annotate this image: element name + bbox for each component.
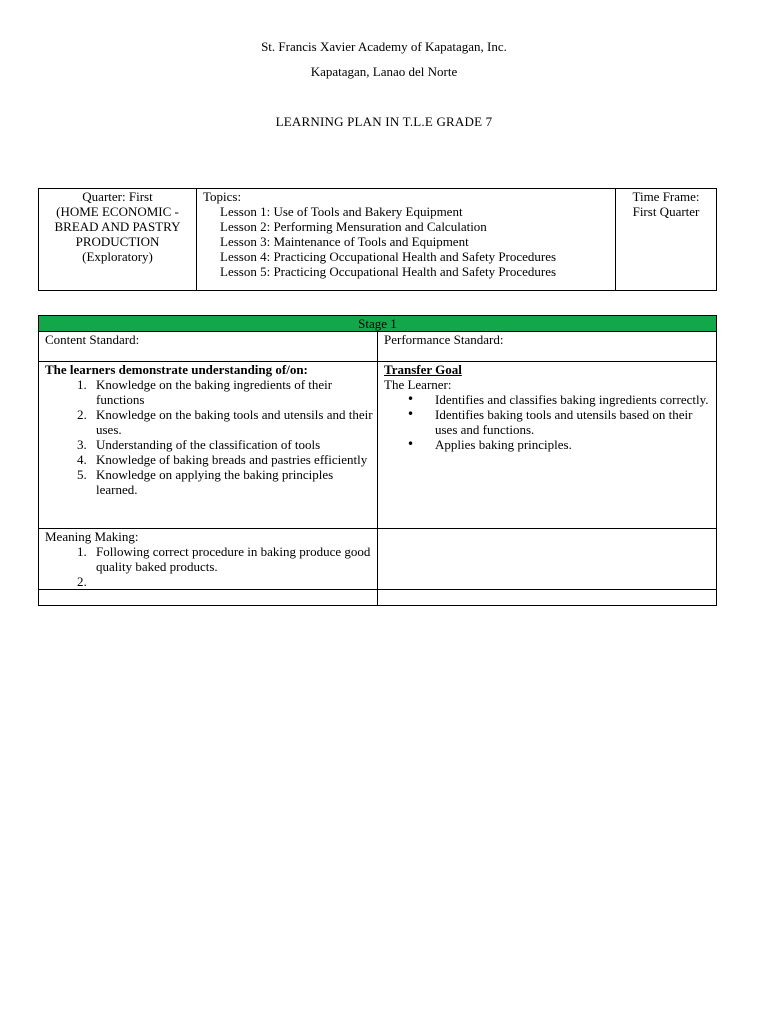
transfer-item: • Applies baking principles. — [429, 437, 712, 452]
content-intro: The learners demonstrate understanding of/on: — [45, 362, 308, 377]
content-list — [45, 377, 373, 497]
transfer-list — [384, 392, 712, 452]
quarter-line: BREAD AND PASTRY — [54, 219, 181, 234]
topics-cell — [197, 189, 616, 291]
meaning-making-row — [39, 529, 717, 590]
plan-title: LEARNING PLAN IN T.L.E GRADE 7 — [275, 114, 493, 129]
quarter-line: (Exploratory) — [82, 249, 153, 264]
stage-header: Stage 1 — [39, 316, 717, 332]
quarter-line: PRODUCTION — [75, 234, 160, 249]
time-frame-value: First Quarter — [632, 204, 700, 219]
overview-row — [39, 189, 717, 291]
quarter-line: Quarter: First — [82, 189, 153, 204]
stage-table — [38, 315, 717, 606]
meaning-item: 1. Following correct procedure in baking produce good quality baked products. — [90, 544, 373, 574]
learner-label: The Learner: — [384, 377, 452, 392]
school-location: Kapatagan, Lanao del Norte — [310, 64, 458, 79]
lesson-item: Lesson 1: Use of Tools and Bakery Equipment — [220, 204, 463, 219]
performance-standard-label: Performance Standard: — [378, 332, 717, 362]
meaning-making-cell — [39, 529, 378, 590]
content-item: 1. Knowledge on the baking ingredients of their functions — [90, 377, 373, 407]
meaning-item-empty — [90, 574, 373, 589]
school-name: St. Francis Xavier Academy of Kapatagan, Inc. — [261, 39, 507, 54]
overview-table — [38, 188, 717, 291]
meaning-list — [45, 544, 373, 589]
meaning-making-right-cell — [378, 529, 717, 590]
quarter-cell — [39, 189, 197, 291]
content-standard-label: Content Standard: — [39, 332, 378, 362]
standards-body-row — [39, 362, 717, 529]
transfer-item: • Identifies and classifies baking ingredients correctly. — [429, 392, 712, 407]
stage-header-row — [39, 316, 717, 332]
empty-cell-left — [39, 590, 378, 606]
content-item: 4. Knowledge of baking breads and pastries efficiently — [90, 452, 373, 467]
time-frame-label: Time Frame: — [632, 189, 700, 204]
topics-label: Topics: — [203, 189, 242, 204]
lesson-item: Lesson 3: Maintenance of Tools and Equipment — [220, 234, 469, 249]
quarter-line: (HOME ECONOMIC - — [56, 204, 179, 219]
meaning-making-label: Meaning Making: — [45, 529, 139, 544]
content-standard-cell — [39, 362, 378, 529]
content-item: 5. Knowledge on applying the baking principles learned. — [90, 467, 373, 497]
empty-cell-right — [378, 590, 717, 606]
lesson-item: Lesson 5: Practicing Occupational Health and Safety Procedures — [220, 264, 557, 279]
content-item: 2. Knowledge on the baking tools and utensils and their uses. — [90, 407, 373, 437]
time-frame-cell — [616, 189, 717, 291]
standards-label-row — [39, 332, 717, 362]
content-item: 3. Understanding of the classification of tools — [90, 437, 373, 452]
performance-standard-cell — [378, 362, 717, 529]
lesson-item: Lesson 4: Practicing Occupational Health and Safety Procedures — [220, 249, 557, 264]
transfer-goal-label: Transfer Goal — [384, 362, 462, 377]
transfer-item: • Identifies baking tools and utensils based on their uses and functions. — [429, 407, 712, 437]
empty-row — [39, 590, 717, 606]
lesson-item: Lesson 2: Performing Mensuration and Calculation — [220, 219, 487, 234]
